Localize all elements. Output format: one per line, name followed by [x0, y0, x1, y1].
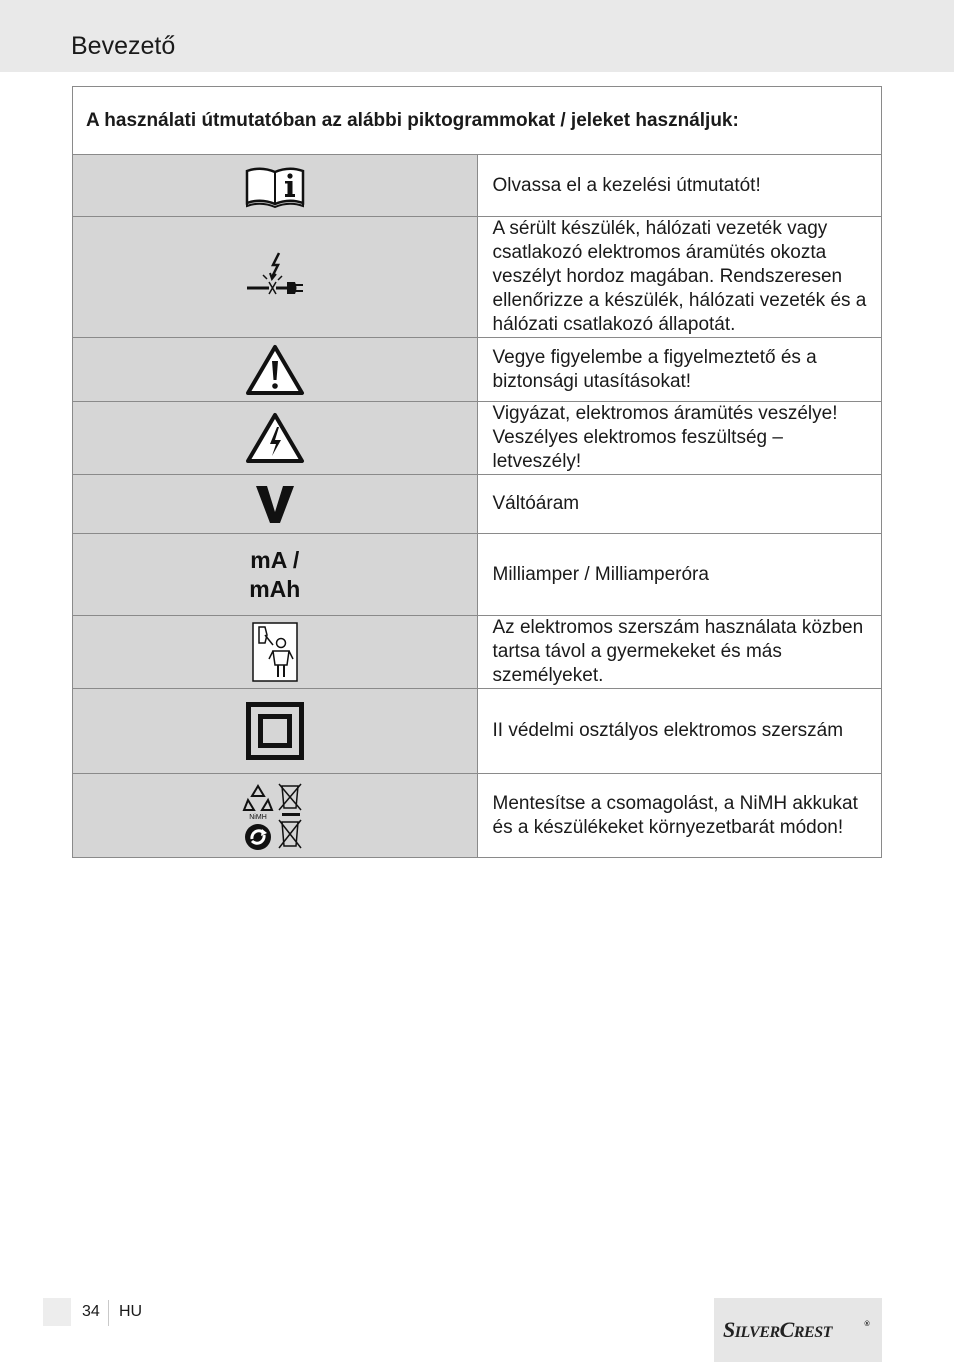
page-title: Bevezető — [71, 32, 176, 60]
footer-divider — [108, 1300, 109, 1326]
row-text-line: A sérült készülék, hálózati vezeték vagy csatlakozó elektromos áramütés okozta veszélyt hordoz magában. Rendszeresen ellenőrizze a készülék, hálózati vezeték és a hálózati csatlakozó állapotát. — [492, 218, 867, 335]
page-number: 34 — [82, 1303, 100, 1320]
row-text — [477, 534, 882, 616]
damaged-cable-icon — [73, 217, 478, 338]
row-text-line: Vigyázat, elektromos áramütés veszélye! — [492, 403, 838, 424]
row-text-line: Veszélyes elektromos feszültség – letveszély! — [492, 427, 783, 472]
table-title-row — [73, 87, 882, 155]
table-row — [73, 155, 882, 217]
page-language: HU — [119, 1303, 143, 1320]
row-text — [477, 616, 882, 689]
brand-logo — [723, 1316, 873, 1352]
row-text — [477, 689, 882, 774]
row-text-line: Váltóáram — [492, 493, 580, 514]
row-text-line: II védelmi osztályos elektromos szerszám — [492, 720, 844, 741]
nimh-label: NiMH — [249, 813, 267, 821]
table-row — [73, 774, 882, 858]
svg-text:®: ® — [864, 1321, 869, 1328]
row-text — [477, 155, 882, 217]
footer-box — [43, 1298, 71, 1326]
table-row — [73, 616, 882, 689]
recycling-disposal-icon — [73, 774, 478, 858]
row-text-line: Mentesítse a csomagolást, a NiMH akkukat és a készülékeket környezetbarát módon! — [492, 792, 858, 838]
symbols-table — [72, 86, 882, 858]
protection-class-2-icon — [73, 689, 478, 774]
row-text-line: Vegye figyelembe a figyelmeztető és a biztonsági utasításokat! — [492, 346, 817, 392]
table-row — [73, 338, 882, 402]
milliamp-label: mA / — [250, 546, 300, 573]
milliamp-symbol-icon — [73, 534, 478, 616]
electric-hazard-icon — [73, 402, 478, 475]
volt-symbol-icon — [73, 475, 478, 534]
table-title: A használati útmutatóban az alábbi piktogrammokat / jeleket használjuk: — [73, 87, 882, 155]
read-manual-icon — [73, 155, 478, 217]
keep-children-away-icon — [73, 616, 478, 689]
row-text-line: Olvassa el a kezelési útmutatót! — [492, 174, 761, 196]
row-text — [477, 402, 882, 475]
table-row — [73, 534, 882, 616]
row-text-line: Az elektromos szerszám használata közben tartsa távol a gyermekeket és más személyeket. — [492, 617, 864, 686]
table-row — [73, 217, 882, 338]
svg-text:SILVERCREST: SILVERCREST — [723, 1317, 832, 1342]
brand-logo-box — [714, 1298, 882, 1362]
warning-triangle-icon — [73, 338, 478, 402]
table-row — [73, 475, 882, 534]
row-text — [477, 774, 882, 858]
row-text — [477, 475, 882, 534]
row-text — [477, 338, 882, 402]
row-text — [477, 217, 882, 338]
table-row — [73, 402, 882, 475]
table-row — [73, 689, 882, 774]
milliamp-hour-label: mAh — [249, 575, 301, 602]
row-text-line: Milliamper / Milliamperóra — [492, 563, 709, 585]
